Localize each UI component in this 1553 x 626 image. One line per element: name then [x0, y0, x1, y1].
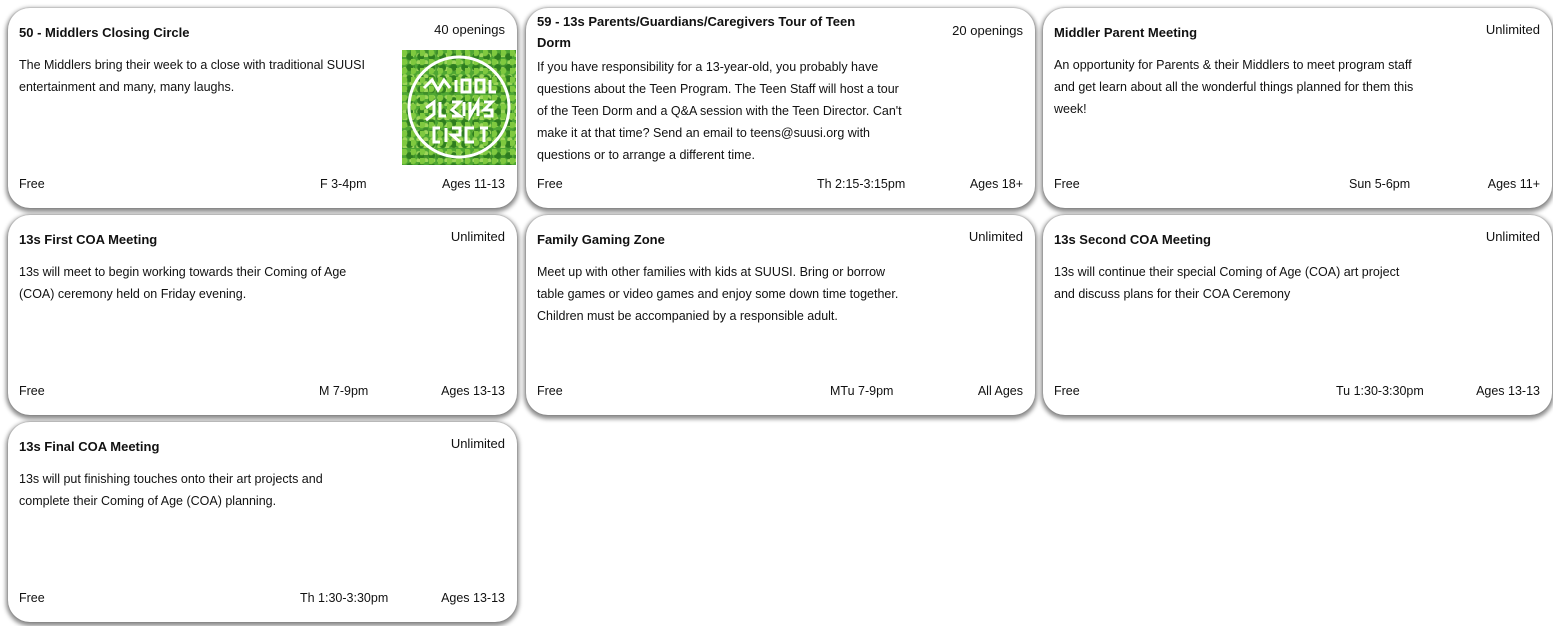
workshop-price: Free	[537, 177, 563, 191]
workshop-time: Sun 5-6pm	[1349, 177, 1411, 191]
workshop-card-13s-first-coa-meeting[interactable]	[8, 215, 517, 415]
openings-count: Unlimited	[1485, 22, 1540, 37]
workshop-card-middlers-closing-circle[interactable]	[8, 8, 517, 208]
workshop-card-middler-parent-meeting[interactable]	[1043, 8, 1552, 208]
workshop-ages: Ages 11-13	[441, 177, 505, 191]
workshop-time: M 7-9pm	[319, 384, 369, 398]
workshop-title: 13s Second COA Meeting	[1054, 232, 1211, 247]
workshop-description: If you have responsibility for a 13-year-old, you probably have questions about the Teen Program. The Teen Staff will host a tour of the Teen Dorm and a Q&A session with the Teen Director. Can't make it at that time? Send an email to teens@suusi.org with questions or to arrange a different time.	[537, 60, 902, 162]
openings-count: 20 openings	[952, 23, 1023, 38]
workshop-card-13s-second-coa-meeting[interactable]	[1043, 215, 1552, 415]
workshop-price: Free	[19, 384, 45, 398]
workshop-time: MTu 7-9pm	[830, 384, 894, 398]
workshop-price: Free	[1054, 384, 1080, 398]
workshop-price: Free	[19, 177, 45, 191]
workshop-card-13s-final-coa-meeting[interactable]	[8, 422, 517, 622]
workshop-description: 13s will continue their special Coming of Age (COA) art project and discuss plans for their COA Ceremony	[1054, 265, 1400, 301]
middlers-closing-circle-logo	[402, 50, 516, 165]
workshop-ages: Ages 18+	[969, 177, 1023, 191]
workshop-title: 50 - Middlers Closing Circle	[19, 25, 190, 40]
workshop-price: Free	[537, 384, 563, 398]
workshop-time: Th 1:30-3:30pm	[300, 591, 389, 605]
workshop-ages: Ages 13-13	[441, 384, 505, 398]
workshop-title: Family Gaming Zone	[537, 232, 665, 247]
openings-count: Unlimited	[450, 229, 505, 244]
workshop-title: 59 - 13s Parents/Guardians/Caregivers Tour of Teen Dorm	[537, 14, 856, 50]
workshop-time: Th 2:15-3:15pm	[817, 177, 906, 191]
workshop-title: Middler Parent Meeting	[1054, 25, 1198, 40]
workshop-card-family-gaming-zone[interactable]	[526, 215, 1035, 415]
workshop-description: An opportunity for Parents & their Middlers to meet program staff and get learn about all the wonderful things planned for them this week!	[1054, 58, 1414, 116]
openings-count: 40 openings	[434, 22, 505, 37]
workshop-description: Meet up with other families with kids at SUUSI. Bring or borrow table games or video games and enjoy some down time together. Children must be accompanied by a responsible adult.	[537, 265, 899, 323]
workshop-price: Free	[19, 591, 45, 605]
workshop-price: Free	[1054, 177, 1080, 191]
workshop-ages: Ages 13-13	[441, 591, 505, 605]
workshop-title: 13s Final COA Meeting	[19, 439, 160, 454]
workshop-description: 13s will put finishing touches onto their art projects and complete their Coming of Age (COA) planning.	[19, 472, 323, 508]
workshop-description: 13s will meet to begin working towards their Coming of Age (COA) ceremony held on Friday evening.	[19, 265, 347, 301]
workshop-title: 13s First COA Meeting	[19, 232, 158, 247]
workshop-ages: Ages 11+	[1487, 177, 1540, 191]
workshop-time: Tu 1:30-3:30pm	[1336, 384, 1424, 398]
openings-count: Unlimited	[450, 436, 505, 451]
workshop-time: F 3-4pm	[320, 177, 367, 191]
workshop-description: The Middlers bring their week to a close with traditional SUUSI entertainment and many, many laughs.	[19, 58, 365, 94]
workshop-ages: Ages 13-13	[1476, 384, 1540, 398]
workshop-card-teen-dorm-tour[interactable]	[526, 8, 1035, 208]
workshop-image	[402, 50, 516, 165]
openings-count: Unlimited	[1485, 229, 1540, 244]
workshop-ages: All Ages	[977, 384, 1023, 398]
openings-count: Unlimited	[968, 229, 1023, 244]
